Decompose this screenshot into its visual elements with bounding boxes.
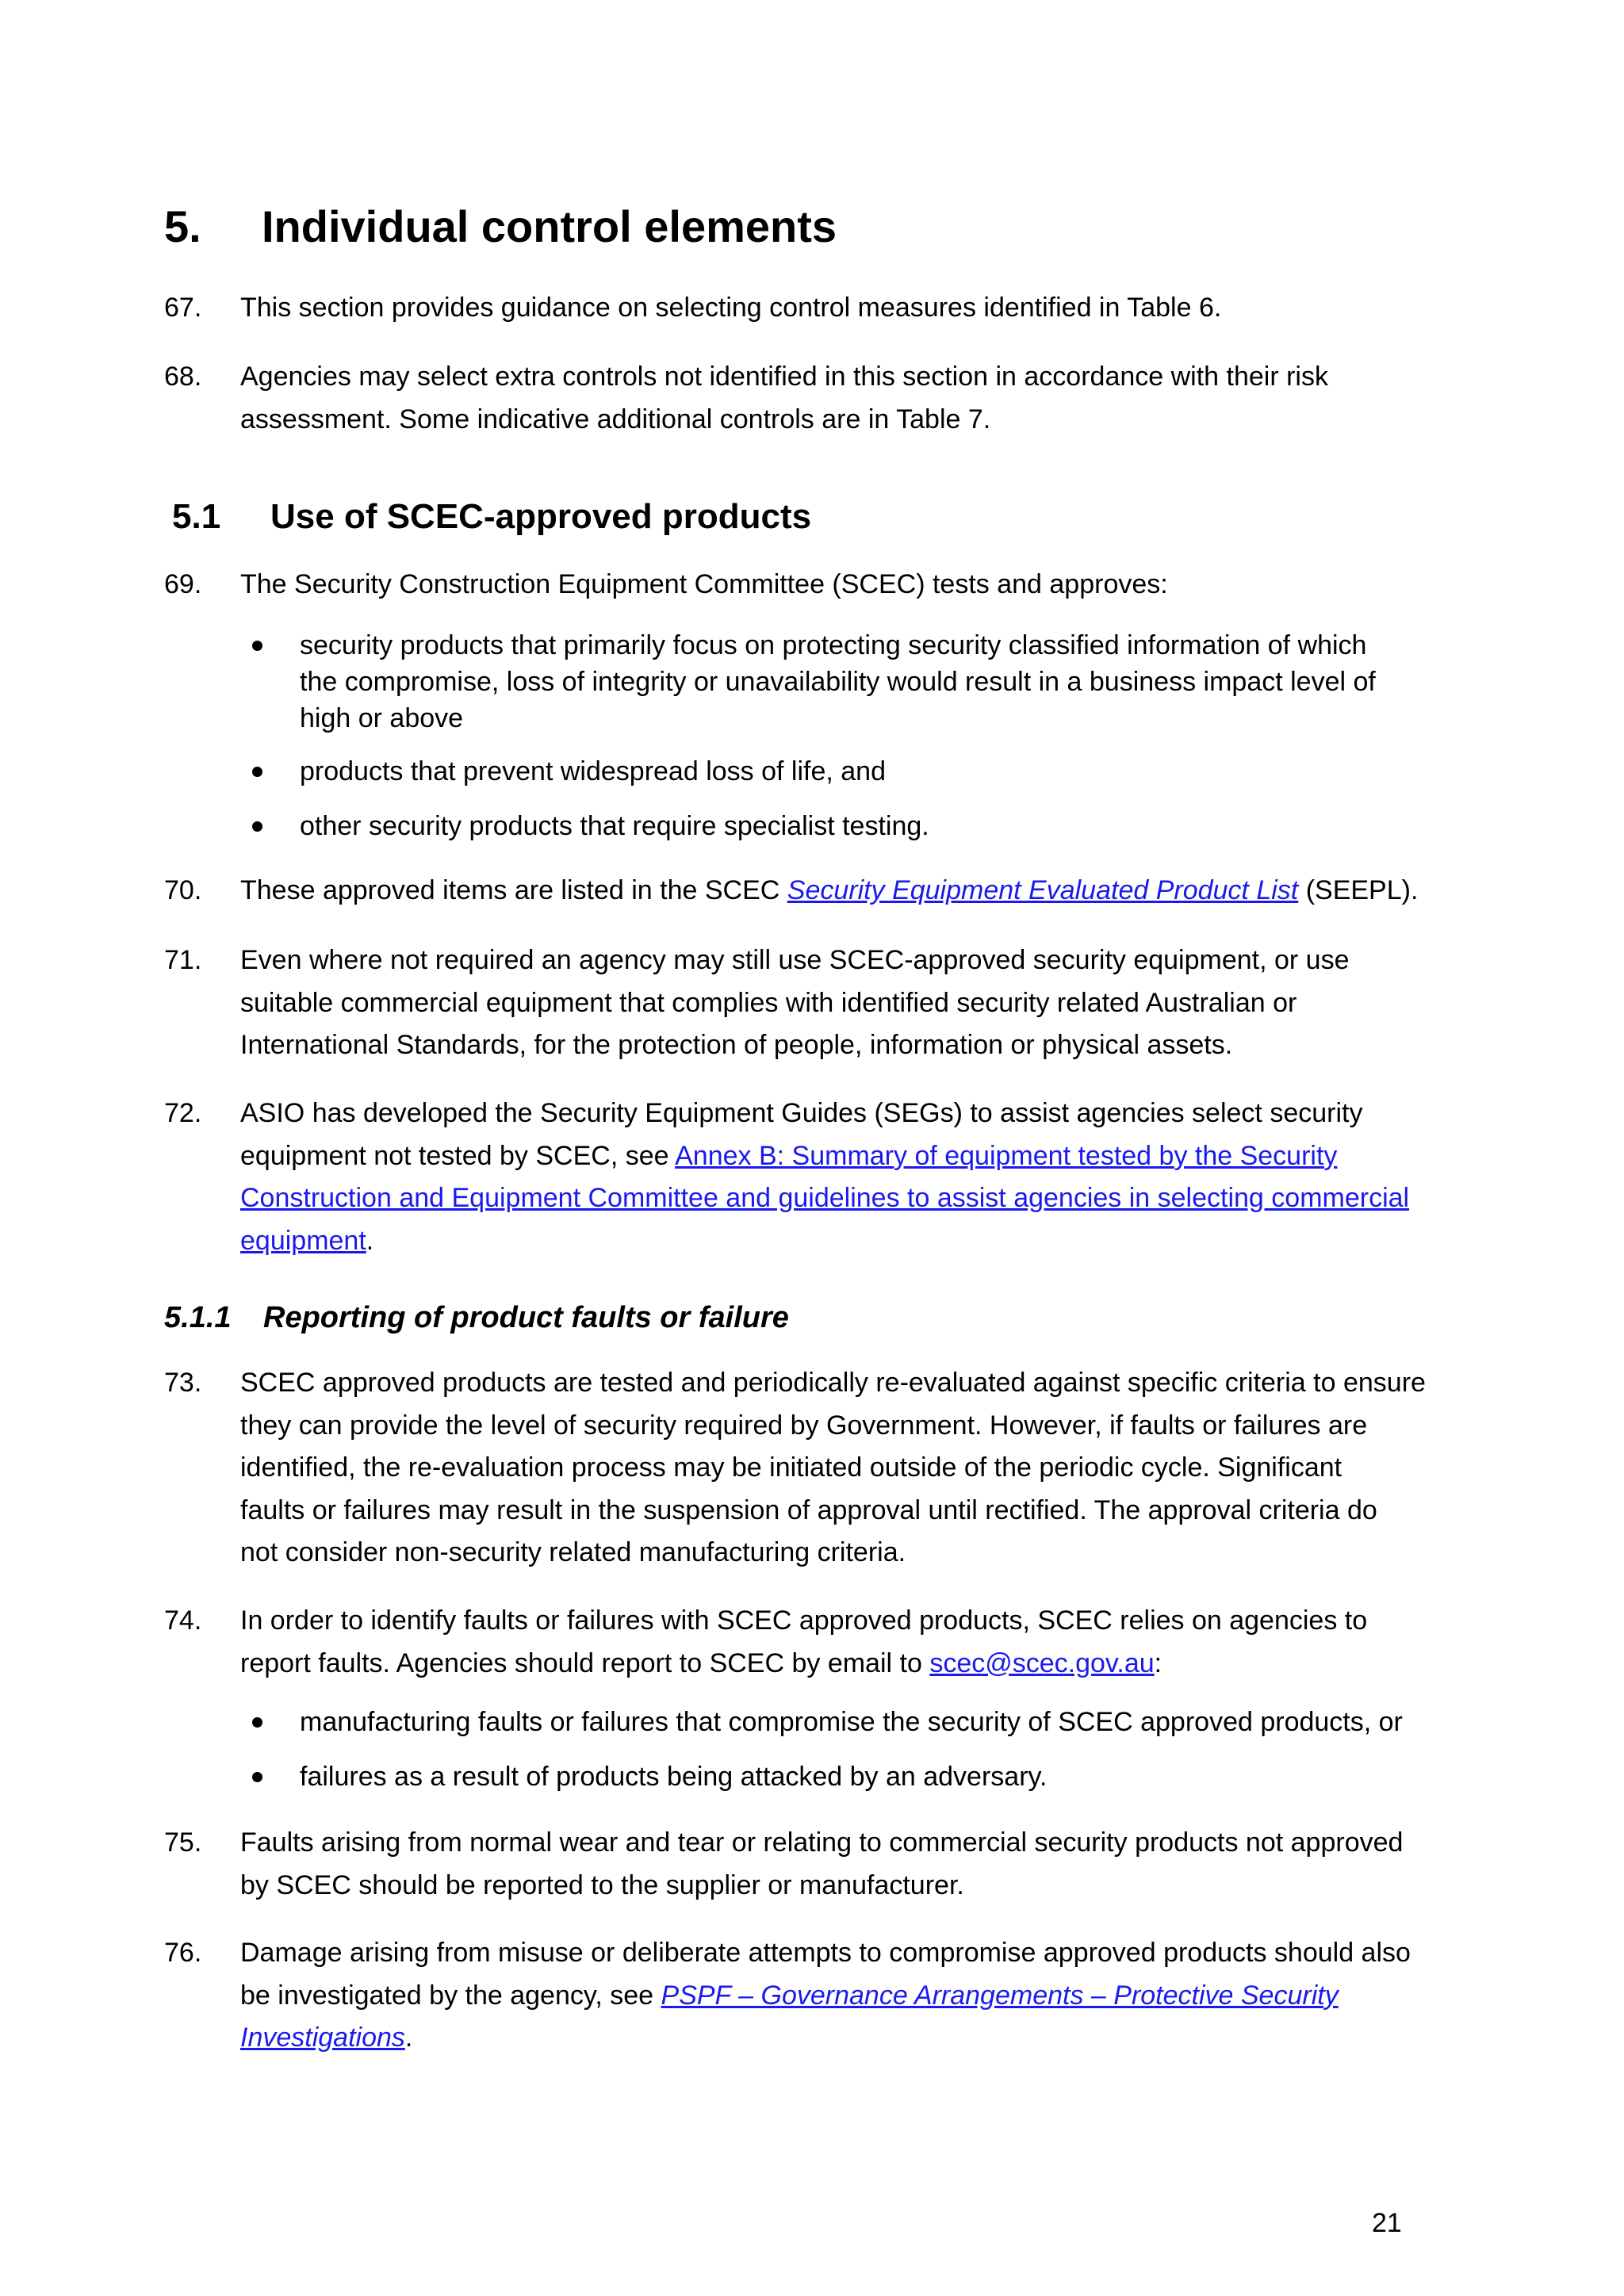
paragraph-text <box>240 1932 1449 2060</box>
text-line: the compromise, loss of integrity or unavailability would result in a business impact level of <box>300 667 1376 697</box>
list-item-text: products that prevent widespread loss of life, and <box>300 756 886 786</box>
paragraph-text: This section provides guidance on selecting control measures identified in Table 6. <box>240 293 1222 323</box>
bullet-icon <box>252 641 262 651</box>
paragraph-67 <box>164 287 1449 330</box>
section-title: Individual control elements <box>262 201 837 251</box>
text-line: security products that primarily focus on protecting security classified information of which <box>300 630 1367 660</box>
text-line: Damage arising from misuse or deliberate attempts to compromise approved products should also <box>240 1938 1411 1968</box>
subsubsection-number: 5.1.1 <box>164 1301 232 1334</box>
text-run: equipment not tested by SCEC, see <box>240 1140 676 1171</box>
paragraph-number: 74. <box>164 1605 202 1636</box>
subsection-heading <box>172 495 811 539</box>
paragraph-number: 75. <box>164 1827 202 1858</box>
list-item <box>240 627 1446 737</box>
link-text: Annex B: Summary of equipment tested by the Security <box>675 1140 1338 1171</box>
bullet-icon <box>252 821 262 832</box>
text-line: identified, the re-evaluation process may be initiated outside of the periodic cycle. Significant <box>240 1452 1342 1483</box>
paragraph-text <box>240 1600 1449 1685</box>
list-item <box>240 808 1446 844</box>
paragraph-72 <box>164 1093 1449 1262</box>
subsubsection-heading <box>164 1297 789 1338</box>
list-item-text: other security products that require specialist testing. <box>300 811 929 841</box>
paragraph-74 <box>164 1600 1449 1685</box>
link-text: Investigations <box>240 2022 405 2053</box>
list-item-text: manufacturing faults or failures that compromise the security of SCEC approved products, or <box>300 1707 1403 1737</box>
paragraph-71 <box>164 939 1449 1067</box>
text-run: report faults. Agencies should report to SCEC by email to <box>240 1647 930 1678</box>
text-line: faults or failures may result in the suspension of approval until rectified. The approval criteria do <box>240 1494 1377 1525</box>
paragraph-70 <box>164 870 1449 913</box>
text-line: International Standards, for the protection of people, information or physical assets. <box>240 1030 1233 1060</box>
link-text: PSPF – Governance Arrangements – Protective Security <box>661 1980 1339 2011</box>
text-line: by SCEC should be reported to the supplier or manufacturer. <box>240 1869 964 1900</box>
paragraph-number: 70. <box>164 875 202 905</box>
text-line: Even where not required an agency may still use SCEC-approved security equipment, or use <box>240 945 1350 975</box>
paragraph-text <box>240 870 1449 913</box>
section-number: 5. <box>164 201 201 251</box>
bullet-icon <box>252 767 262 777</box>
text-line: high or above <box>300 703 464 733</box>
paragraph-number: 67. <box>164 293 202 323</box>
paragraph-73 <box>164 1362 1449 1575</box>
page-number: 21 <box>1372 2208 1402 2238</box>
email-link[interactable]: scec@scec.gov.au <box>929 1647 1155 1678</box>
paragraph-text <box>240 356 1449 441</box>
text-line: Faults arising from normal wear and tear or relating to commercial security products not approved <box>240 1827 1404 1858</box>
paragraph-text <box>240 1093 1449 1262</box>
text-line: SCEC approved products are tested and periodically re-evaluated against specific criteria to ensure <box>240 1368 1426 1398</box>
paragraph-76 <box>164 1932 1449 2060</box>
paragraph-75 <box>164 1822 1449 1907</box>
paragraph-number: 72. <box>164 1098 202 1128</box>
paragraph-number: 69. <box>164 569 202 599</box>
text-run: . <box>366 1225 374 1256</box>
paragraph-69 <box>164 564 1449 607</box>
seepl-link[interactable]: Security Equipment Evaluated Product List <box>787 875 1299 905</box>
text-line: suitable commercial equipment that complies with identified security related Australian or <box>240 987 1297 1018</box>
paragraph-number: 73. <box>164 1368 202 1398</box>
paragraph-text <box>240 1362 1449 1575</box>
link-text: equipment <box>240 1225 366 1256</box>
bullet-icon <box>252 1717 262 1728</box>
text-run: be investigated by the agency, see <box>240 1980 661 2011</box>
text-line: In order to identify faults or failures with SCEC approved products, SCEC relies on agencies to <box>240 1605 1368 1636</box>
list-item <box>240 1758 1446 1795</box>
paragraph-68 <box>164 356 1449 441</box>
subsection-number: 5.1 <box>172 497 221 536</box>
subsection-title: Use of SCEC-approved products <box>270 497 812 536</box>
text-run: . <box>404 2022 413 2053</box>
text-run: (SEEPL). <box>1298 875 1419 905</box>
paragraph-text <box>240 1822 1449 1907</box>
bullet-icon <box>252 1772 262 1782</box>
paragraph-number: 76. <box>164 1938 202 1968</box>
list-item <box>240 1704 1446 1740</box>
list-item-text: failures as a result of products being attacked by an adversary. <box>300 1762 1048 1792</box>
text-run: These approved items are listed in the SCEC <box>240 875 787 905</box>
list-item-text <box>300 627 1446 737</box>
section-heading <box>164 201 837 252</box>
paragraph-number: 71. <box>164 945 202 975</box>
paragraph-text <box>240 939 1449 1067</box>
text-line: assessment. Some indicative additional controls are in Table 7. <box>240 404 991 434</box>
paragraph-text: The Security Construction Equipment Committee (SCEC) tests and approves: <box>240 569 1168 599</box>
link-text: Construction and Equipment Committee and guidelines to assist agencies in selecting commercial <box>240 1183 1410 1213</box>
text-line: Agencies may select extra controls not identified in this section in accordance with their risk <box>240 362 1328 392</box>
text-line: they can provide the level of security required by Government. However, if faults or failures are <box>240 1410 1368 1441</box>
list-item <box>240 753 1446 790</box>
paragraph-number: 68. <box>164 362 202 392</box>
text-line: ASIO has developed the Security Equipment Guides (SEGs) to assist agencies select security <box>240 1098 1363 1128</box>
text-run: : <box>1154 1647 1162 1678</box>
text-line: not consider non-security related manufacturing criteria. <box>240 1537 906 1567</box>
subsubsection-title: Reporting of product faults or failure <box>263 1301 789 1334</box>
